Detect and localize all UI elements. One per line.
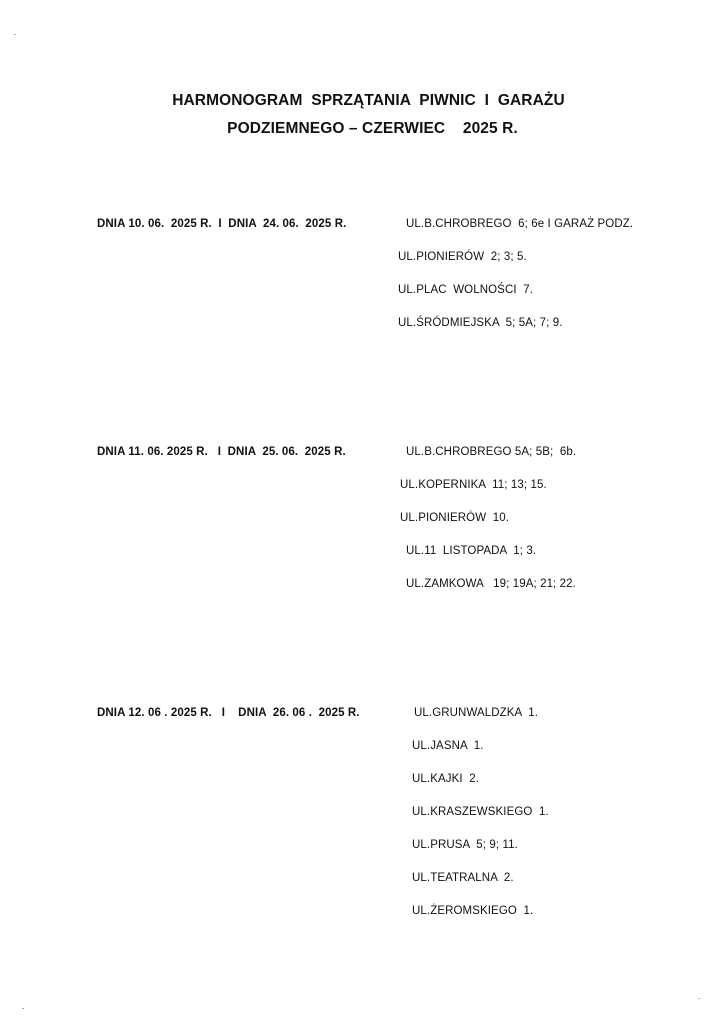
street-address: UL.ŻEROMSKIEGO 1. bbox=[412, 905, 534, 917]
schedule-dates-1: DNIA 10. 06. 2025 R. I DNIA 24. 06. 2025 R. bbox=[97, 218, 347, 230]
street-address: UL.ŚRÓDMIEJSKA 5; 5A; 7; 9. bbox=[398, 317, 563, 329]
street-address: UL.ZAMKOWA 19; 19A; 21; 22. bbox=[406, 578, 576, 590]
street-address: UL.PRUSA 5; 9; 11. bbox=[412, 839, 518, 851]
scan-speck bbox=[22, 1008, 24, 1009]
street-address: UL.PIONIERÓW 2; 3; 5. bbox=[398, 251, 527, 263]
street-address: UL.B.CHROBREGO 5A; 5B; 6b. bbox=[406, 446, 577, 458]
street-address: UL.GRUNWALDZKA 1. bbox=[414, 707, 539, 719]
document-title-line-1: HARMONOGRAM SPRZĄTANIA PIWNIC I GARAŻU bbox=[172, 92, 565, 109]
scan-speck bbox=[698, 998, 700, 999]
street-address: UL.PLAC WOLNOŚCI 7. bbox=[398, 284, 534, 296]
street-address: UL.JASNA 1. bbox=[412, 740, 484, 752]
street-address: UL.KRASZEWSKIEGO 1. bbox=[412, 806, 549, 818]
document-title-line-2: PODZIEMNEGO – CZERWIEC 2025 R. bbox=[227, 120, 518, 137]
schedule-dates-3: DNIA 12. 06 . 2025 R. I DNIA 26. 06 . 2025 R. bbox=[97, 707, 360, 719]
street-address: UL.11 LISTOPADA 1; 3. bbox=[406, 545, 537, 557]
scan-speck bbox=[14, 34, 16, 35]
street-address: UL.TEATRALNA 2. bbox=[412, 872, 514, 884]
street-address: UL.KAJKI 2. bbox=[412, 773, 480, 785]
street-address: UL.KOPERNIKA 11; 13; 15. bbox=[400, 479, 547, 491]
street-address: UL.PIONIERÓW 10. bbox=[400, 512, 510, 524]
schedule-dates-2: DNIA 11. 06. 2025 R. I DNIA 25. 06. 2025 R. bbox=[97, 446, 346, 458]
street-address: UL.B.CHROBREGO 6; 6e I GARAŻ PODZ. bbox=[406, 218, 634, 230]
